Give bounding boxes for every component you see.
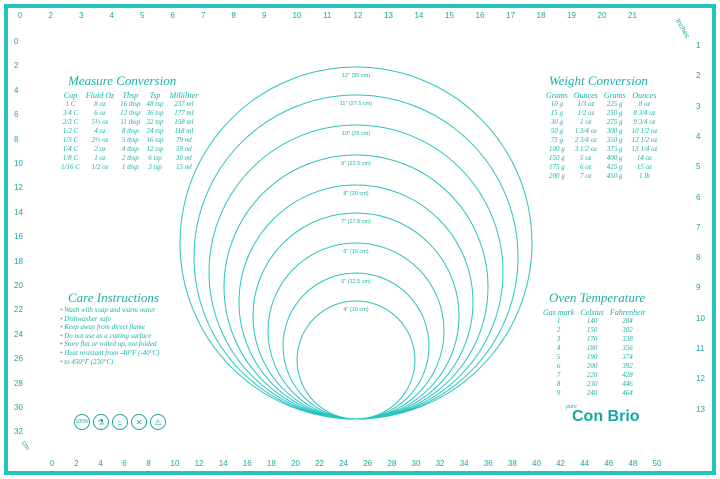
table-cell: 200 g <box>549 172 565 180</box>
top-ruler-label: 14 <box>414 11 424 20</box>
table-row <box>58 127 201 136</box>
pie-circle-label: 6" (15 cm) <box>343 249 369 255</box>
right-ruler-label: 12 <box>696 374 705 384</box>
table-cell: 1 <box>556 317 561 325</box>
table-row <box>543 100 660 109</box>
table-cell: 1 oz <box>94 154 106 162</box>
table-cell: 2/3 C <box>62 118 79 126</box>
table-cell: 24 tsp <box>146 127 164 135</box>
left-ruler-label: 2 <box>14 61 19 71</box>
table-cell: 1 tbsp <box>121 163 139 171</box>
inches-unit-label: Inches <box>673 18 691 40</box>
table-cell: 59 ml <box>176 145 192 153</box>
pie-circle-label: 5" (12.5 cm) <box>341 279 371 285</box>
top-ruler-label: 13 <box>384 11 393 20</box>
table-cell: 15 oz <box>636 163 652 171</box>
left-ruler-label: 12 <box>14 183 23 193</box>
care-symbol-icon: ⚗ <box>93 414 109 430</box>
table-cell: 338 <box>622 335 633 343</box>
left-ruler-label: 4 <box>14 85 19 95</box>
table-cell: 2 oz <box>94 145 106 153</box>
pie-circle <box>209 125 503 419</box>
bottom-ruler-label: 10 <box>170 459 180 468</box>
table-cell: 8 oz <box>94 100 106 108</box>
table-row <box>58 136 201 145</box>
table-row <box>543 163 660 172</box>
table-row <box>543 127 660 136</box>
table-cell: 1 C <box>65 100 76 108</box>
pie-circle <box>268 243 444 419</box>
bottom-ruler-label: 28 <box>387 459 397 468</box>
bottom-ruler-label: 32 <box>435 459 445 468</box>
table-cell: 3 tsp <box>148 163 162 171</box>
table-cell: 1/2 C <box>62 127 79 135</box>
table-header-row <box>543 91 660 100</box>
table-cell: 32 tsp <box>146 118 164 126</box>
bottom-ruler-label: 26 <box>363 459 373 468</box>
table-cell: 12 tsp <box>146 145 164 153</box>
table-cell: 13 1/4 oz <box>631 145 658 153</box>
table-row <box>543 136 660 145</box>
bottom-ruler-label: 42 <box>556 459 565 468</box>
oven-temperature-table <box>540 308 648 398</box>
table-cell: 5 <box>556 353 561 361</box>
table-cell: 400 g <box>606 154 623 162</box>
top-ruler-label: 17 <box>506 11 515 20</box>
column-header: Celsius <box>580 308 604 317</box>
top-ruler-label: 3 <box>79 11 84 20</box>
care-item: • Store flat or rolled up, not folded <box>60 340 160 349</box>
care-symbol-icon: ✕ <box>131 414 147 430</box>
table-cell: 2 3/4 oz <box>574 136 597 144</box>
left-ruler-label: 18 <box>14 256 23 266</box>
table-row <box>540 380 648 389</box>
bottom-ruler-label: 18 <box>266 459 276 468</box>
weight-conversion-table <box>543 91 660 181</box>
care-item: • Do not use as a cutting surface <box>60 332 160 341</box>
care-item: • Dishwasher safe <box>60 315 160 324</box>
table-cell: 5 oz <box>580 154 592 162</box>
table-cell: 9 <box>556 389 561 397</box>
right-ruler-label: 1 <box>696 41 701 50</box>
table-cell: 7 oz <box>580 172 592 180</box>
table-row <box>543 154 660 163</box>
table-row <box>540 326 648 335</box>
top-ruler-label: 11 <box>323 11 332 20</box>
right-ruler-label: 5 <box>696 162 701 172</box>
bottom-ruler-label: 0 <box>50 459 55 468</box>
table-cell: 170 <box>586 335 598 343</box>
left-ruler-label: 16 <box>14 232 23 242</box>
table-cell: 225 g <box>606 100 623 108</box>
table-cell: 230 <box>586 380 598 388</box>
bottom-ruler-label: 38 <box>507 459 517 468</box>
table-cell: 12 1/2 oz <box>631 136 658 144</box>
table-row <box>58 145 201 154</box>
table-cell: 9 3/4 oz <box>633 118 656 126</box>
care-symbol-icon: ♨ <box>112 414 128 430</box>
top-ruler-label: 7 <box>201 11 206 20</box>
table-row <box>58 163 201 172</box>
left-ruler-label: 20 <box>14 281 23 290</box>
table-cell: 5⅓ oz <box>91 118 109 126</box>
table-cell: 158 ml <box>174 118 194 126</box>
column-header: Ounces <box>632 91 657 100</box>
left-ruler-label: 8 <box>14 134 19 144</box>
table-cell: 5 tbsp <box>121 136 139 144</box>
table-cell: 3 1/2 oz <box>574 145 597 153</box>
table-cell: 446 <box>622 380 633 388</box>
bottom-ruler-label: 46 <box>604 459 614 468</box>
table-cell: 177 ml <box>174 109 194 117</box>
table-cell: 16 tsp <box>146 136 164 144</box>
table-cell: 275 g <box>606 118 623 126</box>
table-cell: 48 tsp <box>146 100 164 108</box>
brand-tagline: pure <box>566 404 577 410</box>
table-cell: 175 g <box>549 163 565 171</box>
table-cell: 15 ml <box>176 163 192 171</box>
left-ruler-label: 0 <box>14 37 19 46</box>
table-cell: 425 g <box>606 163 623 171</box>
table-row <box>540 344 648 353</box>
table-cell: 14 oz <box>636 154 652 162</box>
pie-circle <box>283 273 429 419</box>
table-row <box>543 118 660 127</box>
table-cell: 1/8 C <box>62 154 79 162</box>
table-row <box>543 172 660 181</box>
table-cell: 240 <box>586 389 598 397</box>
column-header: Gas mark <box>543 308 575 317</box>
table-cell: 2 <box>556 326 561 334</box>
bottom-ruler-label: 8 <box>146 459 151 468</box>
weight-conversion-title: Weight Conversion <box>549 73 648 88</box>
table-row <box>58 109 201 118</box>
right-ruler-label: 6 <box>696 192 701 202</box>
table-cell: 4 tbsp <box>121 145 139 153</box>
care-symbol-icon: 100% <box>74 414 90 430</box>
care-item: • Wash with soap and warm water <box>60 306 160 315</box>
care-icons <box>74 414 166 430</box>
table-cell: 8 oz <box>638 100 651 108</box>
right-ruler-label: 13 <box>696 404 705 414</box>
table-cell: 10 g <box>550 100 564 108</box>
table-cell: 36 tsp <box>146 109 164 117</box>
table-cell: 428 <box>622 371 633 379</box>
left-ruler-label: 30 <box>14 403 23 412</box>
left-ruler-label: 22 <box>14 305 23 315</box>
top-ruler-label: 16 <box>475 11 485 20</box>
table-cell: 350 g <box>606 136 623 144</box>
table-cell: 1/2 oz <box>91 163 109 171</box>
table-row <box>58 100 201 109</box>
top-ruler-label: 9 <box>262 11 267 20</box>
measure-conversion-title: Measure Conversion <box>68 73 177 88</box>
table-cell: 1/16 C <box>61 163 80 171</box>
table-cell: 79 ml <box>176 136 192 144</box>
top-ruler-label: 10 <box>292 11 302 20</box>
top-ruler-label: 2 <box>48 11 53 20</box>
bottom-ruler-label: 48 <box>628 459 638 468</box>
bottom-ruler-label: 44 <box>580 459 590 468</box>
table-cell: 10 1/2 oz <box>631 127 658 135</box>
bottom-ruler-label: 12 <box>194 459 204 468</box>
pie-circle-label: 8" (20 cm) <box>343 191 369 197</box>
care-item: • to 450°F (230°C) <box>60 358 160 367</box>
top-ruler-label: 8 <box>231 11 236 20</box>
measure-conversion-table <box>58 91 201 172</box>
table-cell: 1/3 oz <box>577 100 595 108</box>
table-cell: 7 <box>556 371 561 379</box>
column-header: Grams <box>603 91 626 100</box>
table-header-row <box>58 91 201 100</box>
column-header: Milliliter <box>169 91 199 100</box>
table-cell: 250 g <box>606 109 623 117</box>
top-ruler-label: 4 <box>109 11 114 20</box>
table-cell: 375 g <box>606 145 623 153</box>
table-cell: 50 g <box>550 127 564 135</box>
table-cell: 220 <box>586 371 598 379</box>
pie-circle-label: 10" (25 cm) <box>341 131 371 137</box>
left-ruler-label: 6 <box>14 110 19 120</box>
column-header: Fluid Oz <box>85 91 115 100</box>
top-ruler-label: 12 <box>353 11 363 20</box>
column-header: Grams <box>546 91 568 100</box>
table-cell: 300 g <box>606 127 623 135</box>
care-instructions-list <box>60 306 160 366</box>
left-ruler-label: 28 <box>14 378 23 388</box>
bottom-ruler-label: 40 <box>532 459 541 468</box>
right-ruler-label: 9 <box>696 283 701 293</box>
table-cell: 30 g <box>550 118 564 126</box>
top-ruler-label: 15 <box>445 11 454 20</box>
bottom-ruler-label: 14 <box>218 459 228 468</box>
right-ruler-label: 3 <box>696 101 701 111</box>
oven-temperature-title: Oven Temperature <box>549 290 646 305</box>
bottom-ruler-label: 50 <box>652 459 662 468</box>
brand-logo: Con Brio <box>572 408 640 425</box>
table-cell: 180 <box>586 344 598 352</box>
table-cell: 374 <box>622 353 633 361</box>
column-header: Tbsp <box>122 91 139 100</box>
table-row <box>540 353 648 362</box>
pie-circle <box>297 301 415 419</box>
top-ruler-label: 18 <box>536 11 546 20</box>
pie-circle <box>194 95 518 419</box>
table-cell: 3/4 C <box>62 109 79 117</box>
table-cell: 150 g <box>549 154 565 162</box>
table-cell: 284 <box>622 317 633 325</box>
table-cell: 6 tsp <box>148 154 162 162</box>
table-cell: 11 tbsp <box>120 118 141 126</box>
table-cell: 302 <box>622 326 633 334</box>
pie-circle-label: 7" (17.5 cm) <box>341 219 371 225</box>
pie-circle-label: 4" (10 cm) <box>343 307 369 313</box>
care-item: • Keep away from direct flame <box>60 323 160 332</box>
table-cell: 1/4 C <box>62 145 79 153</box>
table-cell: 16 tbsp <box>120 100 141 108</box>
column-header: Ounces <box>573 91 598 100</box>
pie-circle-label: 12" (30 cm) <box>341 73 371 79</box>
table-cell: 75 g <box>550 136 564 144</box>
right-ruler-label: 2 <box>696 71 701 81</box>
table-cell: 200 <box>586 362 598 370</box>
table-row <box>58 154 201 163</box>
table-row <box>540 371 648 380</box>
bottom-ruler-label: 22 <box>315 459 324 468</box>
column-header: Cup <box>63 91 78 100</box>
top-ruler-label: 19 <box>567 11 576 20</box>
table-cell: 392 <box>622 362 633 370</box>
cm-unit-label: cm <box>19 440 31 452</box>
table-cell: 1/3 C <box>62 136 79 144</box>
bottom-ruler-label: 16 <box>242 459 252 468</box>
table-row <box>540 317 648 326</box>
table-cell: 190 <box>586 353 598 361</box>
table-cell: 1 3/4 oz <box>574 127 597 135</box>
table-cell: 3 <box>556 335 561 343</box>
left-ruler-label: 10 <box>14 159 23 168</box>
table-cell: 450 g <box>606 172 623 180</box>
right-ruler-label: 10 <box>696 313 705 323</box>
table-cell: 140 <box>586 317 598 325</box>
bottom-ruler-label: 30 <box>411 459 421 468</box>
left-ruler-label: 14 <box>14 207 23 217</box>
table-cell: 237 ml <box>174 100 194 108</box>
top-ruler-label: 21 <box>628 11 637 20</box>
bottom-ruler-label: 2 <box>74 459 79 468</box>
table-row <box>540 335 648 344</box>
pie-circle-label: 9" (22.5 cm) <box>341 161 371 167</box>
right-ruler-label: 7 <box>696 222 701 232</box>
table-cell: 2 tbsp <box>121 154 139 162</box>
table-cell: 4 <box>556 344 561 352</box>
column-header: Tsp <box>149 91 161 100</box>
bottom-ruler-label: 34 <box>459 459 469 468</box>
table-row <box>540 389 648 398</box>
bottom-ruler-label: 24 <box>339 459 349 468</box>
top-ruler-label: 20 <box>597 11 607 20</box>
table-cell: 1/2 oz <box>577 109 595 117</box>
table-cell: 2⅔ oz <box>91 136 109 144</box>
pie-circle <box>253 213 459 419</box>
pie-circle-label: 11" (27.5 cm) <box>339 101 373 107</box>
care-instructions-title: Care Instructions <box>68 290 159 305</box>
table-cell: 12 tbsp <box>120 109 141 117</box>
table-cell: 15 g <box>550 109 564 117</box>
table-cell: 8 3/4 oz <box>633 109 656 117</box>
table-row <box>543 109 660 118</box>
table-cell: 356 <box>622 344 633 352</box>
table-cell: 6 <box>556 362 561 370</box>
table-cell: 4 oz <box>94 127 106 135</box>
care-symbol-icon: ⚠ <box>150 414 166 430</box>
table-header-row <box>540 308 648 317</box>
top-ruler-label: 5 <box>140 11 145 20</box>
table-cell: 1 lb <box>639 172 650 180</box>
bottom-ruler-label: 6 <box>122 459 127 468</box>
table-cell: 30 ml <box>176 154 192 162</box>
table-row <box>540 362 648 371</box>
left-ruler-label: 24 <box>14 329 23 339</box>
care-item: • Heat resistant from -40°F (-40°C) <box>60 349 160 358</box>
table-cell: 6 oz <box>580 163 592 171</box>
table-cell: 118 ml <box>174 127 194 135</box>
bottom-ruler-label: 20 <box>291 459 300 468</box>
table-row <box>543 145 660 154</box>
right-ruler-label: 8 <box>696 253 701 263</box>
left-ruler-label: 26 <box>14 354 23 364</box>
table-cell: 464 <box>622 389 633 397</box>
column-header: Fahrenheit <box>609 308 646 317</box>
table-cell: 150 <box>586 326 598 334</box>
top-ruler-label: 6 <box>170 11 175 20</box>
table-cell: 100 g <box>549 145 565 153</box>
table-cell: 8 <box>556 380 561 388</box>
left-ruler-label: 32 <box>14 427 23 437</box>
bottom-ruler-label: 4 <box>98 459 103 468</box>
right-ruler-label: 4 <box>696 131 701 141</box>
table-cell: 8 tbsp <box>121 127 139 135</box>
bottom-ruler-label: 36 <box>483 459 493 468</box>
table-cell: 6 oz <box>94 109 106 117</box>
right-ruler-label: 11 <box>696 344 705 353</box>
top-ruler-label: 0 <box>18 11 23 20</box>
table-row <box>58 118 201 127</box>
table-cell: 1 oz <box>580 118 592 126</box>
